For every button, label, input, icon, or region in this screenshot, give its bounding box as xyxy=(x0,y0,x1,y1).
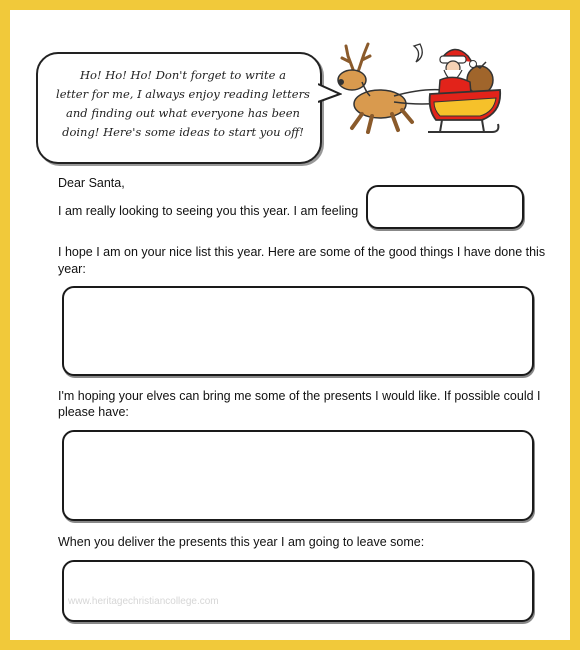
good-things-answer-box[interactable] xyxy=(62,286,534,376)
nice-list-prompt-line-1: I hope I am on your nice list this year. Here are some of the good things I have done this xyxy=(58,245,546,259)
presents-prompt-line-1: I'm hoping your elves can bring me some of the presents I would like. If possible could I xyxy=(58,389,541,403)
speech-bubble-text xyxy=(54,66,312,142)
santa-sleigh-reindeer-illustration xyxy=(332,32,502,142)
greeting: Dear Santa, xyxy=(58,176,125,190)
feeling-prompt: I am really looking to seeing you this year. I am feeling xyxy=(58,204,359,218)
speech-bubble xyxy=(36,52,322,164)
letter-page xyxy=(10,10,570,640)
presents-prompt-line-2: please have: xyxy=(58,405,129,419)
moon-icon xyxy=(414,44,422,62)
antler-icon xyxy=(342,44,370,72)
nice-list-prompt-line-2: year: xyxy=(58,262,86,276)
leave-some-answer-box[interactable] xyxy=(62,560,534,622)
sleigh-runners xyxy=(428,120,498,132)
deliver-prompt: When you deliver the presents this year I am going to leave some: xyxy=(58,535,425,549)
speech-line: Ho! Ho! Ho! Don't forget to write a xyxy=(80,68,286,82)
feeling-answer-box[interactable] xyxy=(366,185,524,229)
speech-line: letter for me, I always enjoy reading letters xyxy=(56,87,310,101)
speech-line: and finding out what everyone has been xyxy=(66,106,300,120)
speech-line: doing! Here's some ideas to start you off! xyxy=(62,125,304,139)
watermark: www.heritagechristiancollege.com xyxy=(68,596,219,607)
presents-answer-box[interactable] xyxy=(62,430,534,521)
